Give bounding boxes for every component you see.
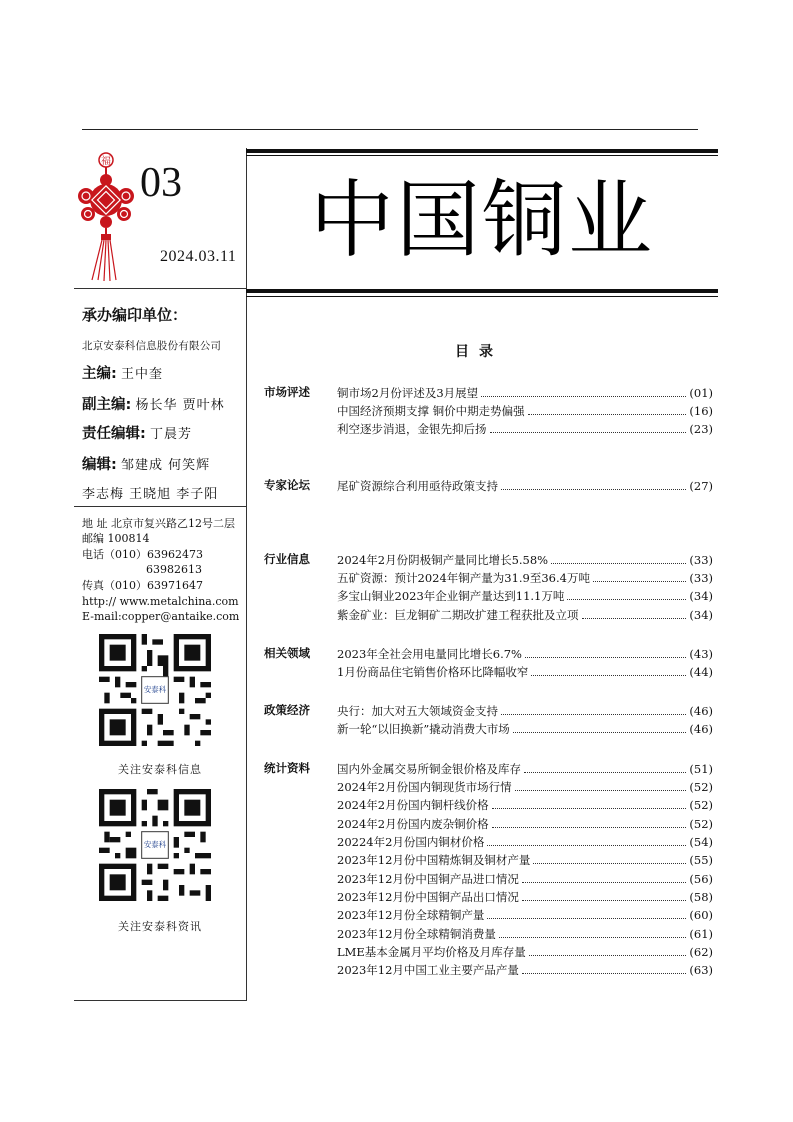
masthead-rule [246,149,718,153]
toc-entry-title: 紫金矿业：巨龙铜矿二期改扩建工程获批及立项 [337,608,579,622]
toc-entry[interactable] [337,778,713,796]
section-label-statistics: 统计资料 [264,761,310,775]
toc-entry[interactable] [337,943,713,961]
masthead-rule [246,289,718,293]
toc-entry[interactable] [337,851,713,869]
section-label-industry: 行业信息 [264,552,310,566]
section-label-related: 相关领域 [264,646,310,660]
qr-center-label: 安泰科 [143,685,167,695]
toc-entry-page: (52) [689,798,713,812]
qr-code-icon[interactable] [99,789,211,901]
toc-entry[interactable] [337,551,713,569]
leader-dots [533,863,686,864]
chief-editor-label: 主编: [82,366,117,382]
editors-line [82,453,210,474]
divider [74,506,246,507]
qr-center-label: 安泰科 [143,840,167,850]
toc-entry-page: (33) [689,553,713,567]
website-link[interactable]: http:// www.metalchina.com [82,595,239,608]
deputy-editor-line [82,393,225,414]
toc-entry-title: 2023年12月份中国精炼铜及铜材产量 [337,853,531,867]
toc-entry-title: 1月份商品住宅销售价格环比降幅收窄 [337,665,529,679]
toc-entry-title: 2024年2月份国内铜杆线价格 [337,798,489,812]
toc-entry[interactable] [337,833,713,851]
toc-entry[interactable] [337,760,713,778]
leader-dots [582,618,687,619]
leader-dots [529,955,687,956]
toc-entry[interactable] [337,888,713,906]
divider [74,288,246,289]
toc-entry-title: 多宝山铜业2023年企业铜产量达到11.1万吨 [337,589,565,603]
toc-entry[interactable] [337,906,713,924]
editors: 邹建成 何笑辉 [120,458,211,473]
toc-entry[interactable] [337,477,713,495]
toc-entry[interactable] [337,587,713,605]
leader-dots [522,882,686,883]
leader-dots [531,675,686,676]
toc-entry-page: (60) [689,908,713,922]
phone-secondary: 63982613 [146,563,202,576]
leader-dots [522,900,686,901]
toc-entry-title: 五矿资源：预计2024年铜产量为31.9至36.4万吨 [337,571,590,585]
toc-entry-title: 中国经济预期支撑 铜价中期走势偏强 [337,404,525,418]
toc-entry-title: 尾矿资源综合利用亟待政策支持 [337,479,498,493]
toc-entry-title: 利空逐步消退，金银先抑后扬 [337,422,487,436]
toc-entry-page: (44) [689,665,713,679]
toc-entry-page: (54) [689,835,713,849]
leader-dots [501,714,686,715]
responsible-editor: 丁晨芳 [149,427,192,442]
toc-entry-page: (16) [689,404,713,418]
qr-caption-news: 关注安泰科资讯 [118,920,202,933]
deputy-editor: 杨长华 贾叶林 [135,398,225,413]
responsible-editor-label: 责任编辑: [82,426,146,442]
toc-entry-title: 2023年12月份全球精铜消费量 [337,927,496,941]
leader-dots [522,973,686,974]
leader-dots [515,790,687,791]
leader-dots [487,918,686,919]
masthead-rule [246,296,718,297]
toc-entry[interactable] [337,815,713,833]
toc-entry-title: 2023年12月中国工业主要产品产量 [337,963,519,977]
toc-entry[interactable] [337,645,713,663]
address: 地 址 北京市复兴路乙12号二层 [82,517,235,530]
toc-entry-title: 20224年2月份国内铜材价格 [337,835,485,849]
postcode: 邮编 100814 [82,532,150,545]
toc-entry-page: (46) [689,704,713,718]
chief-editor-line [82,362,163,383]
toc-entry-title: 2023年12月份全球精铜产量 [337,908,485,922]
toc-entry[interactable] [337,870,713,888]
toc-entry[interactable] [337,569,713,587]
toc-entry-title: LME基本金属月平均价格及月库存量 [337,945,526,959]
leader-dots [528,414,687,415]
masthead-title: 中国铜业 [309,171,654,269]
toc-entry[interactable] [337,796,713,814]
section-label-policy: 政策经济 [264,703,310,717]
org-label: 承办编印单位： [82,306,188,324]
leader-dots [567,599,686,600]
toc-entry-title: 新一轮“以旧换新”撬动消费大市场 [337,722,510,736]
toc-entry-page: (34) [689,589,713,603]
leader-dots [524,772,686,773]
leader-dots [492,808,687,809]
masthead-rule [246,155,718,156]
toc-entry[interactable] [337,720,713,738]
knot-character: 福 [101,156,111,167]
toc-entry-title: 2024年2月份国内废杂铜价格 [337,817,489,831]
toc-entry-title: 铜市场2月份评述及3月展望 [337,386,479,400]
toc-entry-page: (56) [689,872,713,886]
phone: 电话（010）63962473 [82,548,203,561]
toc-entry-page: (46) [689,722,713,736]
toc-entry-page: (58) [689,890,713,904]
leader-dots [513,732,687,733]
toc-entry-title: 2023年全社会用电量同比增长6.7% [337,647,522,661]
toc-entry[interactable] [337,606,713,624]
leader-dots [525,657,686,658]
toc-entry-title: 2023年12月份中国铜产品进口情况 [337,872,519,886]
toc-entry-title: 国内外金属交易所铜金银价格及库存 [337,762,521,776]
toc-entry[interactable] [337,402,713,420]
leader-dots [481,396,686,397]
toc-entry[interactable] [337,925,713,943]
leader-dots [487,845,686,846]
toc-entry-page: (61) [689,927,713,941]
toc-entry-page: (34) [689,608,713,622]
toc-entry-title: 2024年2月份国内铜现货市场行情 [337,780,512,794]
leader-dots [490,432,687,433]
toc-entry-title: 2024年2月份阴极铜产量同比增长5.58% [337,553,549,567]
issue-date: 2024.03.11 [160,248,237,265]
toc-entry-page: (55) [689,853,713,867]
leader-dots [551,563,686,564]
leader-dots [499,937,686,938]
leader-dots [501,489,686,490]
toc-entry[interactable] [337,702,713,720]
toc-entry[interactable] [337,961,713,979]
responsible-editor-line [82,422,192,443]
toc-entry-page: (27) [689,479,713,493]
toc-entry-page: (51) [689,762,713,776]
fax: 传真（010）63971647 [82,579,203,592]
toc-entry[interactable] [337,384,713,402]
deputy-editor-label: 副主编: [82,397,132,413]
chief-editor: 王中奎 [120,367,163,382]
toc-entry-page: (23) [689,422,713,436]
leader-dots [593,581,686,582]
editors-continued: 李志梅 王晓旭 李子阳 [82,487,219,502]
leader-dots [492,827,687,828]
org-name: 北京安泰科信息股份有限公司 [82,340,222,352]
email-link[interactable]: E-mail:copper@antaike.com [82,610,240,623]
section-label-market: 市场评述 [264,385,310,399]
toc-entry-page: (43) [689,647,713,661]
toc-entry-page: (33) [689,571,713,585]
toc-entry-page: (52) [689,780,713,794]
qr-code-icon[interactable] [99,634,211,746]
toc-entry-page: (62) [689,945,713,959]
qr-caption-info: 关注安泰科信息 [118,763,202,776]
section-label-expert: 专家论坛 [264,478,310,492]
editors-label: 编辑: [82,457,117,473]
top-rule [82,129,698,130]
toc-entry-title: 2023年12月份中国铜产品出口情况 [337,890,519,904]
sidebar [74,148,247,1001]
toc-entry[interactable] [337,663,713,681]
toc-entry-title: 央行：加大对五大领域资金支持 [337,704,498,718]
toc-heading: 目录 [455,344,503,360]
toc-entry-page: (52) [689,817,713,831]
toc-entry[interactable] [337,420,713,438]
toc-entry-page: (01) [689,386,713,400]
toc-entry-page: (63) [689,963,713,977]
issue-number: 03 [140,160,182,206]
